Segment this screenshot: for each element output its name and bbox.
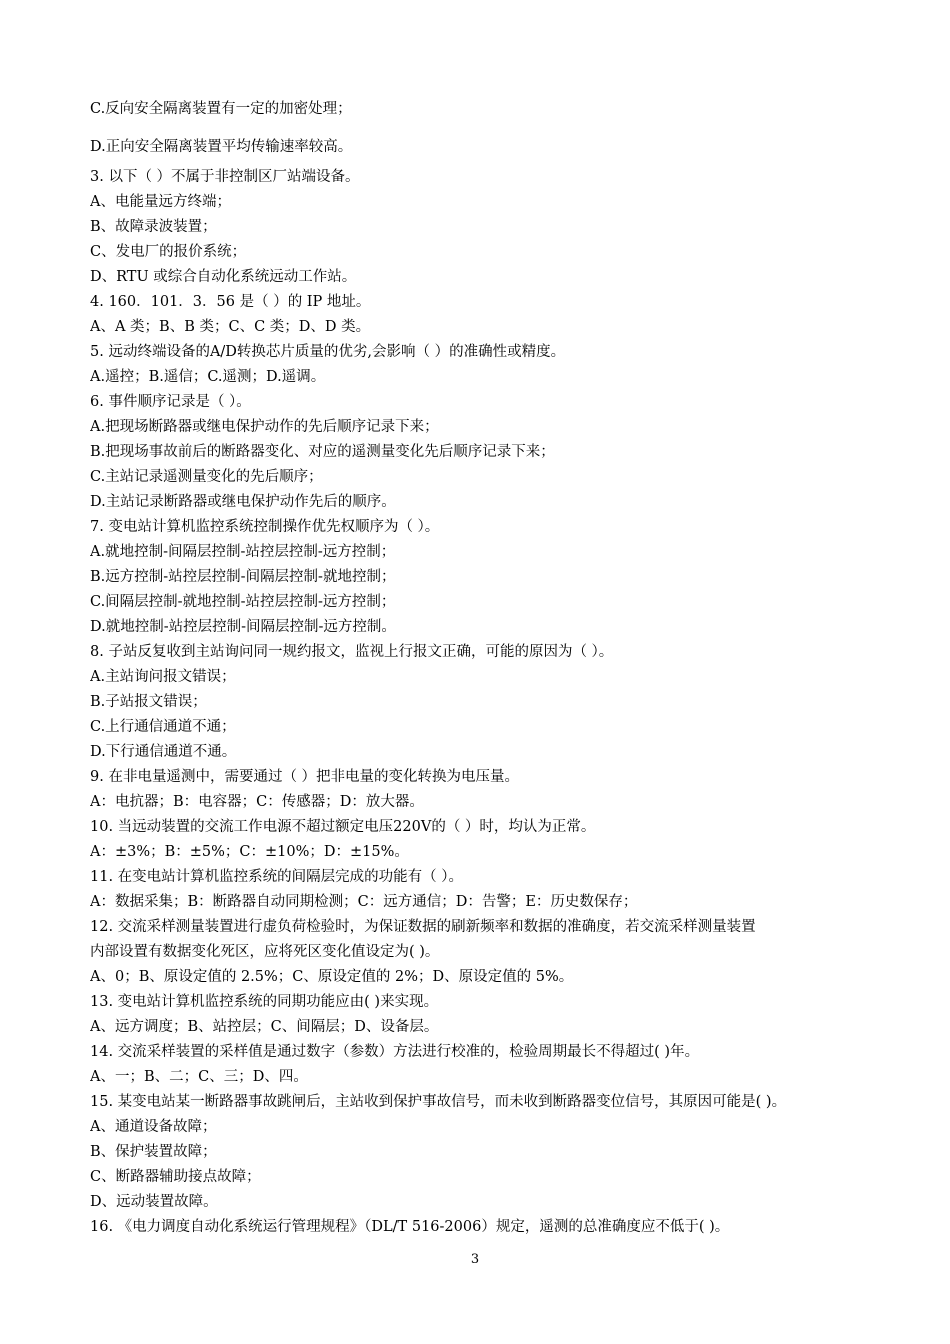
option-line: B.把现场事故前后的断路器变化、对应的遥测量变化先后顺序记录下来； bbox=[90, 444, 555, 460]
question-line: 12. 交流采样测量装置进行虚负荷检验时，为保证数据的刷新频率和数据的准确度，若交流采样测量装置 bbox=[90, 919, 756, 935]
option-line: B.子站报文错误； bbox=[90, 694, 207, 710]
question-line: 10. 当远动装置的交流工作电源不超过额定电压220V的（ ）时，均认为正常。 bbox=[90, 819, 596, 835]
option-line: D.主站记录断路器或继电保护动作先后的顺序。 bbox=[90, 494, 396, 510]
option-line: D、远动装置故障。 bbox=[90, 1194, 218, 1210]
option-line: C、断路器辅助接点故障； bbox=[90, 1169, 261, 1185]
option-line: D.下行通信通道不通。 bbox=[90, 744, 237, 760]
text-line: C.反向安全隔离装置有一定的加密处理； bbox=[90, 101, 352, 117]
question-line: 8. 子站反复收到主站询问同一规约报文，监视上行报文正确，可能的原因为（ ）。 bbox=[90, 644, 614, 660]
option-line: C.间隔层控制-就地控制-站控层控制-远方控制； bbox=[90, 594, 396, 610]
text-line: D.正向安全隔离装置平均传输速率较高。 bbox=[90, 139, 353, 155]
question-line: 7. 变电站计算机监控系统控制操作优先权顺序为（ ）。 bbox=[90, 519, 440, 535]
option-line: A、通道设备故障； bbox=[90, 1119, 217, 1135]
question-line: 4. 160．101．3．56 是（ ）的 IP 地址。 bbox=[90, 294, 371, 310]
option-line: B、故障录波装置； bbox=[90, 219, 217, 235]
option-line: A.主站询问报文错误； bbox=[90, 669, 236, 685]
option-line: A：数据采集；B：断路器自动同期检测；C：远方通信；D：告警；E：历史数保存； bbox=[90, 894, 638, 910]
question-line: 内部设置有数据变化死区，应将死区变化值设定为( )。 bbox=[90, 944, 440, 960]
question-line: 13. 变电站计算机监控系统的同期功能应由( )来实现。 bbox=[90, 994, 439, 1010]
option-line: A：±3%；B：±5%；C：±10%；D：±15%。 bbox=[90, 844, 409, 860]
option-line: B、保护装置故障； bbox=[90, 1144, 217, 1160]
option-line: A：电抗器；B：电容器；C：传感器；D：放大器。 bbox=[90, 794, 424, 810]
option-line: A、A 类；B、B 类；C、C 类；D、D 类。 bbox=[90, 319, 371, 335]
question-line: 16. 《电力调度自动化系统运行管理规程》（DL/T 516-2006）规定，遥测的总准确度应不低于( )。 bbox=[90, 1219, 730, 1235]
question-line: 15. 某变电站某一断路器事故跳闸后，主站收到保护事故信号，而未收到断路器变位信号，其原因可能是( )。 bbox=[90, 1094, 787, 1110]
option-line: A.把现场断路器或继电保护动作的先后顺序记录下来； bbox=[90, 419, 439, 435]
option-line: A.遥控；B.遥信；C.遥测；D.遥调。 bbox=[90, 369, 326, 385]
question-line: 14. 交流采样装置的采样值是通过数字（参数）方法进行校准的，检验周期最长不得超过( )年。 bbox=[90, 1044, 700, 1060]
option-line: B.远方控制-站控层控制-间隔层控制-就地控制； bbox=[90, 569, 396, 585]
option-line: A、远方调度；B、站控层；C、间隔层；D、设备层。 bbox=[90, 1019, 439, 1035]
option-line: A、0；B、原设定值的 2.5%；C、原设定值的 2%；D、原设定值的 5%。 bbox=[90, 969, 574, 985]
option-line: C.主站记录遥测量变化的先后顺序； bbox=[90, 469, 323, 485]
page-number: 3 bbox=[470, 1252, 480, 1267]
option-line: C、发电厂的报价系统； bbox=[90, 244, 247, 260]
option-line: D.就地控制-站控层控制-间隔层控制-远方控制。 bbox=[90, 619, 396, 635]
option-line: D、RTU 或综合自动化系统远动工作站。 bbox=[90, 269, 357, 285]
question-line: 6. 事件顺序记录是（ ）。 bbox=[90, 394, 251, 410]
question-line: 5. 远动终端设备的A/D转换芯片质量的优劣,会影响（ ）的准确性或精度。 bbox=[90, 344, 566, 360]
option-line: C.上行通信通道不通； bbox=[90, 719, 236, 735]
question-line: 11. 在变电站计算机监控系统的间隔层完成的功能有（ ）。 bbox=[90, 869, 464, 885]
question-line: 9. 在非电量遥测中，需要通过（ ）把非电量的变化转换为电压量。 bbox=[90, 769, 520, 785]
option-line: A、电能量远方终端； bbox=[90, 194, 231, 210]
option-line: A、一；B、二；C、三；D、四。 bbox=[90, 1069, 308, 1085]
question-line: 3. 以下（ ）不属于非控制区厂站端设备。 bbox=[90, 169, 360, 185]
option-line: A.就地控制-间隔层控制-站控层控制-远方控制； bbox=[90, 544, 396, 560]
